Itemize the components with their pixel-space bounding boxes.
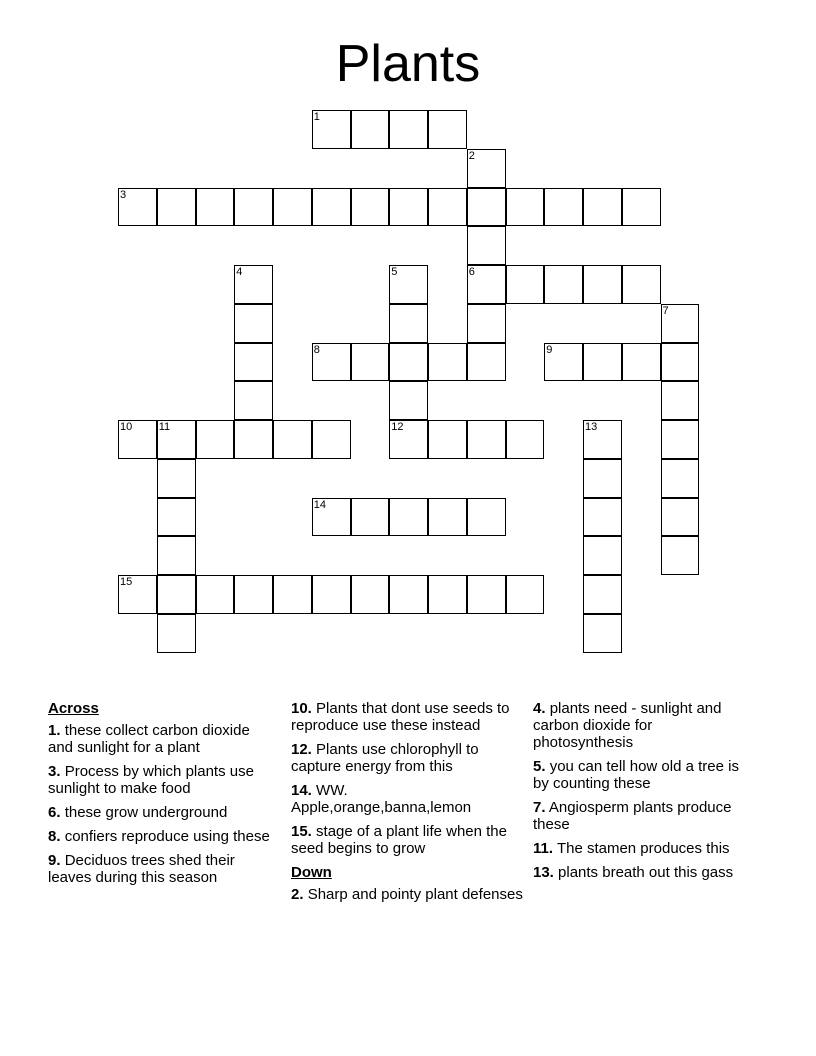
cell-number: 9 bbox=[546, 343, 553, 356]
grid-cell[interactable] bbox=[544, 188, 583, 227]
grid-cell[interactable] bbox=[506, 265, 545, 304]
grid-cell[interactable] bbox=[389, 188, 428, 227]
grid-cell[interactable] bbox=[351, 498, 390, 537]
grid-cell[interactable] bbox=[312, 343, 351, 382]
grid-cell[interactable] bbox=[583, 420, 622, 459]
grid-cell[interactable] bbox=[428, 110, 467, 149]
grid-cell[interactable] bbox=[312, 110, 351, 149]
cell-number: 11 bbox=[158, 421, 171, 433]
grid-cell[interactable] bbox=[428, 498, 467, 537]
grid-cell[interactable] bbox=[661, 498, 700, 537]
clue-across-6: 6. these grow underground bbox=[48, 804, 228, 821]
clues-column-1 bbox=[48, 700, 278, 893]
grid-cell[interactable] bbox=[467, 265, 506, 304]
cell-number: 13 bbox=[585, 421, 598, 433]
clue-down-5: 5. you can tell how old a tree is by counting these bbox=[533, 758, 739, 792]
grid-cell[interactable] bbox=[467, 226, 506, 265]
grid-cell[interactable] bbox=[234, 188, 273, 227]
clue-across-3: 3. Process by which plants use sunlight to make food bbox=[48, 763, 254, 797]
grid-cell[interactable] bbox=[428, 575, 467, 614]
down-header: Down bbox=[291, 864, 332, 881]
grid-cell[interactable] bbox=[118, 575, 157, 614]
grid-cell[interactable] bbox=[661, 304, 700, 343]
cell-number: 14 bbox=[313, 498, 326, 511]
cell-number: 10 bbox=[120, 421, 133, 433]
across-header: Across bbox=[48, 700, 99, 717]
grid-cell[interactable] bbox=[622, 188, 661, 227]
grid-cell[interactable] bbox=[312, 420, 351, 459]
grid-cell[interactable] bbox=[467, 498, 506, 537]
grid-cell[interactable] bbox=[157, 459, 196, 498]
grid-cell[interactable] bbox=[467, 420, 506, 459]
grid-cell[interactable] bbox=[157, 614, 196, 653]
clue-down-2: 2. Sharp and pointy plant defenses bbox=[291, 886, 523, 903]
grid-cell[interactable] bbox=[157, 498, 196, 537]
clue-down-7: 7. Angiosperm plants produce these bbox=[533, 799, 732, 833]
grid-cell[interactable] bbox=[544, 343, 583, 382]
grid-cell[interactable] bbox=[351, 110, 390, 149]
grid-cell[interactable] bbox=[389, 304, 428, 343]
grid-cell[interactable] bbox=[389, 498, 428, 537]
cell-number: 1 bbox=[313, 111, 320, 123]
clue-across-14: 14. WW. Apple,orange,banna,lemon bbox=[291, 782, 472, 816]
grid-cell[interactable] bbox=[583, 498, 622, 537]
clue-across-1: 1. these collect carbon dioxide and sunlight for a plant bbox=[48, 722, 250, 756]
grid-cell[interactable] bbox=[583, 536, 622, 575]
cell-number: 6 bbox=[468, 266, 475, 278]
grid-cell[interactable] bbox=[273, 420, 312, 459]
grid-cell[interactable] bbox=[467, 343, 506, 382]
grid-cell[interactable] bbox=[583, 265, 622, 304]
grid-cell[interactable] bbox=[583, 188, 622, 227]
grid-cell[interactable] bbox=[506, 575, 545, 614]
grid-cell[interactable] bbox=[661, 420, 700, 459]
grid-cell[interactable] bbox=[467, 149, 506, 188]
grid-cell[interactable] bbox=[234, 265, 273, 304]
grid-cell[interactable] bbox=[196, 420, 235, 459]
clue-down-13: 13. plants breath out this gass bbox=[533, 864, 734, 881]
grid-cell[interactable] bbox=[351, 575, 390, 614]
clues-column-2 bbox=[291, 700, 527, 910]
grid-cell[interactable] bbox=[661, 343, 700, 382]
grid-cell[interactable] bbox=[583, 575, 622, 614]
grid-cell[interactable] bbox=[118, 420, 157, 459]
cell-number: 8 bbox=[313, 343, 320, 356]
grid-cell[interactable] bbox=[234, 420, 273, 459]
grid-cell[interactable] bbox=[583, 614, 622, 653]
grid-cell[interactable] bbox=[506, 420, 545, 459]
clue-across-15: 15. stage of a plant life when the seed begins to grow bbox=[291, 823, 507, 857]
cell-number: 7 bbox=[662, 304, 669, 317]
grid-cell[interactable] bbox=[622, 265, 661, 304]
grid-cell[interactable] bbox=[389, 575, 428, 614]
clue-across-10: 10. Plants that dont use seeds to reproduce use these instead bbox=[291, 700, 510, 734]
grid-cell[interactable] bbox=[351, 188, 390, 227]
grid-cell[interactable] bbox=[544, 265, 583, 304]
grid-cell[interactable] bbox=[583, 343, 622, 382]
grid-cell[interactable] bbox=[428, 420, 467, 459]
clue-down-11: 11. The stamen produces this bbox=[533, 840, 730, 857]
grid-cell[interactable] bbox=[622, 343, 661, 382]
grid-cell[interactable] bbox=[196, 575, 235, 614]
grid-cell[interactable] bbox=[389, 110, 428, 149]
grid-cell[interactable] bbox=[467, 575, 506, 614]
clue-across-12: 12. Plants use chlorophyll to capture energy from this bbox=[291, 741, 479, 775]
grid-cell[interactable] bbox=[389, 343, 428, 382]
grid-cell[interactable] bbox=[467, 188, 506, 227]
cell-number: 4 bbox=[236, 266, 243, 278]
grid-cell[interactable] bbox=[661, 459, 700, 498]
grid-cell[interactable] bbox=[312, 575, 351, 614]
grid-cell[interactable] bbox=[157, 575, 196, 614]
grid-cell[interactable] bbox=[118, 188, 157, 227]
grid-cell[interactable] bbox=[234, 381, 273, 420]
grid-cell[interactable] bbox=[312, 188, 351, 227]
grid-cell[interactable] bbox=[157, 420, 196, 459]
grid-cell[interactable] bbox=[428, 343, 467, 382]
grid-cell[interactable] bbox=[273, 188, 312, 227]
clue-down-4: 4. plants need - sunlight and carbon dioxide for photosynthesis bbox=[533, 700, 722, 751]
grid-cell[interactable] bbox=[157, 188, 196, 227]
cell-number: 5 bbox=[391, 266, 398, 278]
grid-cell[interactable] bbox=[583, 459, 622, 498]
grid-cell[interactable] bbox=[389, 265, 428, 304]
cell-number: 2 bbox=[468, 149, 475, 162]
grid-cell[interactable] bbox=[234, 304, 273, 343]
grid-cell[interactable] bbox=[467, 304, 506, 343]
page-title: Plants bbox=[335, 35, 481, 93]
grid-cell[interactable] bbox=[234, 343, 273, 382]
clues-column-3 bbox=[533, 700, 753, 888]
grid-cell[interactable] bbox=[389, 420, 428, 459]
grid-cell[interactable] bbox=[661, 536, 700, 575]
cell-number: 3 bbox=[120, 188, 127, 201]
grid-cell[interactable] bbox=[351, 343, 390, 382]
grid-cell[interactable] bbox=[661, 381, 700, 420]
cell-number: 15 bbox=[120, 576, 133, 588]
grid-cell[interactable] bbox=[273, 575, 312, 614]
clue-across-8: 8. confiers reproduce using these bbox=[48, 828, 270, 845]
grid-cell[interactable] bbox=[428, 188, 467, 227]
grid-cell[interactable] bbox=[234, 575, 273, 614]
grid-cell[interactable] bbox=[389, 381, 428, 420]
grid-cell[interactable] bbox=[157, 536, 196, 575]
cell-number: 12 bbox=[391, 421, 404, 433]
grid-cell[interactable] bbox=[506, 188, 545, 227]
clue-across-9: 9. Deciduos trees shed their leaves during this season bbox=[48, 852, 235, 886]
grid-cell[interactable] bbox=[312, 498, 351, 537]
grid-cell[interactable] bbox=[196, 188, 235, 227]
